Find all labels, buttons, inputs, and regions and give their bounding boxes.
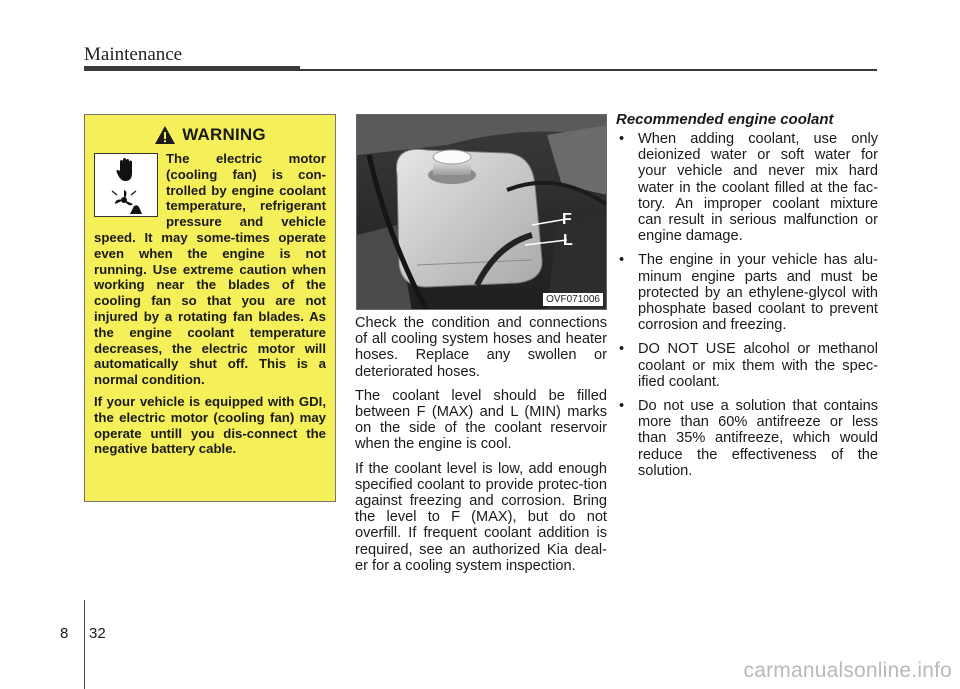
header-rule-thin — [300, 69, 877, 71]
right-column — [616, 111, 878, 487]
min-mark-l: L — [563, 232, 573, 249]
body-paragraph-2: The coolant level should be filled between F (MAX) and L (MIN) marks on the side of the coolant reservoir when the engine is cool. — [355, 387, 607, 453]
page-number: 32 — [89, 625, 106, 642]
list-item-text: Do not use a solution that contains more than 60% antifreeze or less than 35% antifreeze, which would reduce the effectiveness of the solution. — [638, 398, 878, 479]
header-rule-thick — [84, 66, 300, 71]
coolant-subheading: Recommended engine coolant — [616, 111, 834, 128]
bullet-dot: • — [619, 341, 625, 358]
bullet-dot: • — [619, 398, 625, 415]
bullet-dot: • — [619, 131, 625, 147]
coolant-bullet-list — [616, 131, 878, 479]
warning-box — [84, 114, 336, 502]
center-column — [355, 315, 607, 582]
photo-code: OVF071006 — [543, 293, 603, 306]
list-item-text: When adding coolant, use only deionized water or soft water for your vehicle and never mix hard water in the coolant filled at the fac-tory. An improper coolant mixture can result in serious malfunction or engine damage. — [638, 131, 878, 245]
list-item-text: DO NOT USE alcohol or methanol coolant or mix them with the spec-ified coolant. — [638, 341, 878, 390]
footer-rule — [84, 600, 85, 689]
warning-header — [94, 123, 326, 147]
list-item — [616, 252, 878, 333]
fan-hazard-icon — [108, 188, 144, 214]
warning-paragraph-1: The electric motor (cooling fan) is con-trolled by engine coolant temperature, refrigerant pressure and vehicle speed. It may some-times operate even when the engine is not running. Use extreme caution when working near the blades of the cooling fan so that you are not injured by a rotating fan blades. As the engine coolant temperature decreases, the electric motor will automatically shut off. This is a normal condition. — [94, 151, 326, 388]
watermark: carmanualsonline.info — [743, 659, 952, 682]
body-paragraph-3: If the coolant level is low, add enough specified coolant to provide protec-tion against freezing and corrosion. Bring the level to F (MAX), but do not overfill. If frequent coolant addition is required, see an authorized Kia deal-er for a cooling system inspection. — [355, 460, 607, 574]
warning-paragraph-2: If your vehicle is equipped with GDI, the electric motor (cooling fan) may operate untill you dis-connect the negative battery cable. — [94, 393, 326, 457]
engine-bay-photo — [356, 114, 607, 310]
bullet-dot: • — [619, 252, 625, 269]
warning-triangle-icon — [154, 125, 176, 145]
hand-stop-icon — [115, 157, 137, 183]
warning-title: WARNING — [182, 125, 266, 144]
list-item — [616, 341, 878, 390]
page-chapter-number: 8 — [60, 625, 69, 642]
max-mark-f: F — [562, 211, 572, 228]
list-item — [616, 398, 878, 479]
section-title: Maintenance — [84, 44, 183, 65]
list-item — [616, 131, 878, 244]
warning-pictogram — [94, 153, 158, 217]
list-item-text: The engine in your vehicle has alu-minum engine parts and must be protected by an ethylene-glycol with phosphate based coolant to prevent corrosion and freezing. — [638, 252, 878, 334]
body-paragraph-1: Check the condition and connections of all cooling system hoses and heater hoses. Replace any swollen or deteriorated hoses. — [355, 315, 607, 380]
